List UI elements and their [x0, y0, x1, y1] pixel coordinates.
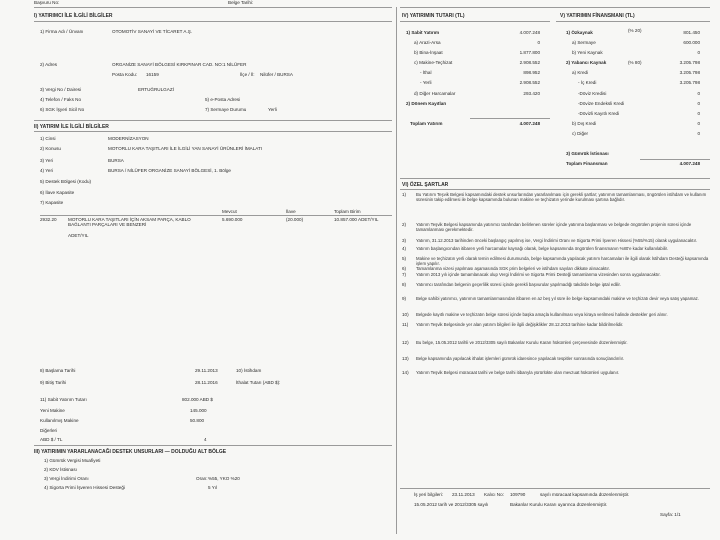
section-3-title: III) YATIRIMIN YARARLANACAĞI DESTEK UNSURLARI — DOLDUĞU ALT BÖLGE [34, 449, 227, 455]
support-item-4: 4) Sigorta Primi İşveren Hissesi Desteği [44, 485, 125, 490]
row-unit: ADET/YIL [68, 233, 89, 238]
footer-ref-value: 109790 [510, 492, 526, 497]
col-total: Toplam Birim [334, 209, 361, 214]
condition-number: 9) [402, 296, 407, 301]
section-5-title: V) YATIRIMIN FİNANSMANI (TL) [560, 13, 635, 19]
row-added: (20.000) [286, 217, 304, 222]
capital-label: 7) Sermaye Durumu [205, 107, 247, 112]
condition-text: Belge kapsamında yapılacak ithalat işlemleri gümrük idaresince yapılacak tespitler sonrasında sonuçlandırılır. [416, 356, 625, 361]
fin-row-2-value: 0 [697, 50, 700, 55]
place-label: 3) Yeri [40, 158, 54, 163]
condition-text: Belge sahibi yatırımcı, yatırımın tamamlanmasından itibaren en az beş yıl süre ile belge kapsamındaki makine ve teçhizatı devir veya satış yapamaz. [416, 296, 700, 301]
firm-label: 1) Firma Adı / Ünvanı [40, 29, 84, 34]
condition-number: 11) [402, 322, 409, 327]
fin-row-5-value: 3.205.798 [679, 80, 700, 85]
type-value: MODERNİZASYON [108, 136, 149, 141]
fin-row-6-label: -Döviz Kredisi [578, 91, 607, 96]
imp-label: İthalat Tutarı (ABD $): [236, 380, 281, 385]
condition-number: 1) [402, 192, 407, 197]
fin-row-1-value: 600.000 [683, 40, 700, 45]
condition-number: 13) [402, 356, 409, 361]
inv-extra-0: 1.877.800 [519, 50, 540, 55]
city-label: İlçe / İl: [240, 72, 255, 77]
inv-row-7-label: 2) Dönem Kayıtları [406, 101, 447, 106]
emp-label: 10) İstihdam [236, 368, 262, 373]
new-value: 145.000 [190, 408, 207, 413]
tax-label: 3) Vergi No / Dairesi [40, 87, 82, 92]
condition-number: 10) [402, 312, 409, 317]
fin-row-0-label: 1) Özkaynak [566, 30, 593, 35]
row-total: 10.857.000 ADET/YIL [334, 217, 379, 222]
inv-extra-2: 2.908.552 [519, 60, 540, 65]
fin-row-5-label: - İç Kredi [578, 80, 597, 85]
fin-row-8-value: 0 [697, 111, 700, 116]
subject-label: 2) Konusu [40, 146, 61, 151]
fin-row-10-label: c) Diğer [572, 131, 589, 136]
condition-text: Yatırım Teşvik Belgesi müracaat tarihi ve belge tarihi itibarıyla yürürlükte olan mevzuat hükümleri uygulanır. [416, 370, 620, 375]
inv-total-value: 4.007.248 [519, 121, 540, 126]
condition-text: Yatırımcı tarafından belgenin geçerlilik süresi içinde gerekli başvurular yapılmadığı takdirde belge iptal edilir. [416, 282, 621, 287]
period-value: 5 Yıl [208, 485, 218, 490]
fin-row-4-label: a) Kredi [572, 70, 589, 75]
firm-value: OTOMOTİV SANAYİ VE TİCARET A.Ş. [112, 29, 193, 34]
top-center-fragment: Belge Tarihi: [228, 0, 254, 5]
dep-label: 6) İlave Kapasite [40, 190, 75, 195]
condition-text: Yatırım, 31.12.2013 tarihinden önceki başlangıç yapılmış ise, Vergi İndirimi Oranı ve Sigorta Primi İşveren Hissesi (%55/%15) olarak uygulanacaktır. [416, 238, 698, 243]
fin-label: 11) Sabit Yatırım Tutarı [40, 397, 87, 402]
inv-row-4-label: - İthal [420, 70, 432, 75]
row-code: 2932.20 [40, 217, 57, 222]
inv-row-5-value: 2.908.552 [519, 80, 540, 85]
condition-number: 2) [402, 222, 407, 227]
fin-value: 802.000 ABD $ [182, 397, 213, 402]
site-label: 4) Yeri [40, 168, 54, 173]
site-value: BURSA / NİLÜFER ORGANİZE SANAYİ BÖLGESİ, 1. Bölge [108, 168, 231, 173]
footer-left-date: 23.11.2013 [452, 492, 475, 497]
inv-row-1-value: 0 [537, 40, 540, 45]
condition-number: 8) [402, 282, 407, 287]
footer-note: sayılı müracaat kapsamında düzenlenmiştir. [540, 492, 630, 497]
fin-row-1-label: a) Sermaye [572, 40, 596, 45]
condition-number: 4) [402, 246, 407, 251]
usd-label: ABD $ / TL [40, 437, 63, 442]
fin-row-6-value: 0 [697, 91, 700, 96]
condition-text: Belgede kayıtlı makine ve teçhizatın belge süresi içinde başka amaçla kullanılması veya kiraya verilmesi halinde destekler geri alınır. [416, 312, 668, 317]
finance-total-label: Toplam Finansman [566, 161, 608, 166]
condition-text: Yatırım Teşvik Belgesinde yer alan yatırım bilgileri ile ilgili değişiklikler 28.12.2013 tarihine kadar bildirilmelidir. [416, 322, 624, 327]
fin-percent-b: (% 80) [628, 60, 642, 65]
condition-text: Makine ve teçhizatın yerli olarak temin edilmesi durumunda, belge kapsamında yapılacak yatırım harcamaları ile ilgili olarak İstihdam Desteği kapsamında işlem yapılır. [416, 256, 709, 267]
fin-row-7-value: 0 [697, 101, 700, 106]
postal-label: Posta Kodu: [112, 72, 138, 77]
condition-text: Yatırım 2013 yılı içinde tamamlanacak olup Vergi İndirimi ve Sigorta Primi Desteği tamamlanma vizesinden sonra uygulanacaktır. [416, 272, 661, 277]
fin-row-7-label: -Dövize Endeksli Kredi [578, 101, 625, 106]
start-label: 8) Başlama Tarihi [40, 368, 76, 373]
fin-row-8-label: -Dövizli Kayıtlı Kredi [578, 111, 620, 116]
phone-label: 4) Telefon / Faks No [40, 97, 82, 102]
postal-value: 16159 [146, 72, 159, 77]
footer-page: Sayfa: 1/1 [660, 512, 681, 517]
sgk-label: 6) SGK İşyeri Sicil No [40, 107, 85, 112]
machine-label: Kullanılmış Makine [40, 418, 79, 423]
fin-row-9-value: 0 [697, 121, 700, 126]
inv-row-6-label: d) Diğer Harcamalar [414, 91, 456, 96]
machine-value: 50.800 [190, 418, 205, 423]
start-value: 29.11.2013 [195, 368, 218, 373]
usd-value: 4 [204, 437, 207, 442]
support-item-2: 2) KDV İstisnası [44, 467, 77, 472]
condition-text: Bu belge, 15.05.2012 tarihli ve 2012/3305 sayılı Bakanlar Kurulu Kararı hükümleri çerçevesinde düzenlenmiştir. [416, 340, 628, 345]
row-desc: MOTORLU KARA TAŞITLARI İÇİN AKSAM PARÇA, KABLO BAĞLANTI PARÇALARI VE BENZERİ [68, 217, 191, 228]
fin-row-3-value: 3.205.798 [679, 60, 700, 65]
fin-row-0-value: 801.450 [683, 30, 700, 35]
capital-value: Yerli [268, 107, 277, 112]
inv-row-2-label: b) Bina-İnşaat [414, 50, 443, 55]
support-item-1: 1) Gümrük Vergisi Muafiyeti [44, 458, 101, 463]
inv-row-3-label: c) Makine-Teçhizat [414, 60, 453, 65]
tax-value: ERTUĞRULGAZİ [138, 87, 174, 92]
capacity-label: 7) Kapasite [40, 200, 64, 205]
top-left-fragment: Başvuru No: [34, 0, 60, 5]
footer-left-label: İş yeri bilgileri: [414, 492, 444, 497]
col-added: İlave [286, 209, 296, 214]
condition-number: 14) [402, 370, 409, 375]
row-existing: 5.690.000 [222, 217, 243, 222]
subject-value: MOTORLU KARA TAŞITLARI İLE İLGİLİ YAN SANAYİ ÜRÜNLERİ İMALATI [108, 146, 263, 151]
other-label: Diğerleri [40, 428, 58, 433]
customs-label: 3) Gümrük İstisnası [566, 151, 609, 156]
region-label: 5) Destek Bölgesi (Kodu) [40, 179, 92, 184]
footer-line2-left: 15.05.2012 tarih ve 2012/3305 sayılı [414, 502, 489, 507]
rate-value: %55, YKO %20 [208, 476, 240, 481]
city-value: Nilüfer / BURSA [260, 72, 293, 77]
inv-row-0-label: 1) Sabit Yatırım [406, 30, 440, 35]
footer-line2-right: Bakanlar Kurulu Kararı uyarınca düzenlenmiştir. [510, 502, 608, 507]
col-existing: Mevcut [222, 209, 237, 214]
inv-extra-1: 898.952 [523, 70, 540, 75]
inv-extra-3: 293.420 [523, 91, 540, 96]
email-label: 5) e-Posta Adresi [205, 97, 241, 102]
section-2-title: II) YATIRIM İLE İLGİLİ BİLGİLER [34, 124, 109, 130]
condition-text: Yatırım Teşvik Belgesi kapsamında yatırımcı tarafından belirlenen süreler içinde yatırıma başlanması ve belgede öngörülen projenin süresi içinde tamamlanması gerekmektedir. [416, 222, 692, 233]
new-label: Yeni Makine [40, 408, 65, 413]
address-label: 2) Adres [40, 62, 58, 67]
condition-number: 5) [402, 256, 407, 261]
fin-row-4-value: 3.205.798 [679, 70, 700, 75]
fin-row-9-label: b) Dış Kredi [572, 121, 597, 126]
end-value: 28.11.2016 [195, 380, 218, 385]
condition-number: 3) [402, 238, 407, 243]
condition-text: Bu Yatırım Teşvik Belgesi kapsamındaki destek unsurlarından yararlanılması için gerekli şartlar; yatırımın tamamlanması, öngörülen istihdam ve kullanım süresinin takip edilmesi ile belge kapsamında bulunan makine ve teçhizatın yerinde kurulması şartına bağlıdır. [416, 192, 707, 203]
condition-number: 7) [402, 272, 407, 277]
condition-number: 6) [402, 266, 407, 271]
place-value: BURSA [108, 158, 124, 163]
section-4-title: IV) YATIRIMIN TUTARI (TL) [402, 13, 465, 19]
fin-row-10-value: 0 [697, 131, 700, 136]
inv-row-1-label: a) Arazi-Arsa [414, 40, 441, 45]
fin-row-2-label: b) Yeni Kaynak [572, 50, 603, 55]
fin-row-3-label: 2) Yabancı Kaynak [566, 60, 607, 65]
finance-total-value: 4.007.248 [679, 161, 700, 166]
section-6-title: VI) ÖZEL ŞARTLAR [402, 182, 449, 188]
inv-row-0-value: 4.007.248 [519, 30, 540, 35]
section-1-title: I) YATIRIMCI İLE İLGİLİ BİLGİLER [34, 13, 113, 19]
fin-percent-a: (% 20) [628, 28, 642, 33]
inv-row-5-label: - Yerli [420, 80, 432, 85]
footer-ref-label: Kalıcı No: [484, 492, 504, 497]
condition-text: Tamamlanma vizesi yapılması aşamasında SGK prim belgeleri ve istihdam sayıları dikkate alınacaktır. [416, 266, 610, 271]
type-label: 1) Cinsi [40, 136, 56, 141]
condition-text: Yatırım başlangıcından itibaren yerli harcamalar kaynağı olarak, belge kapsamında öngörülen finansmanın %80'e kadar kullanılabilir. [416, 246, 669, 251]
condition-number: 12) [402, 340, 409, 345]
inv-total-label: Toplam Yatırım [410, 121, 443, 126]
support-item-3: 3) Vergi İndirimi Oranı [44, 476, 89, 481]
rate-label: Oran: [196, 476, 208, 481]
end-label: 9) Bitiş Tarihi [40, 380, 67, 385]
address-value: ORGANİZE SANAYİ BÖLGESİ KIRKPINAR CAD. NO:1 NİLÜFER [112, 62, 247, 67]
